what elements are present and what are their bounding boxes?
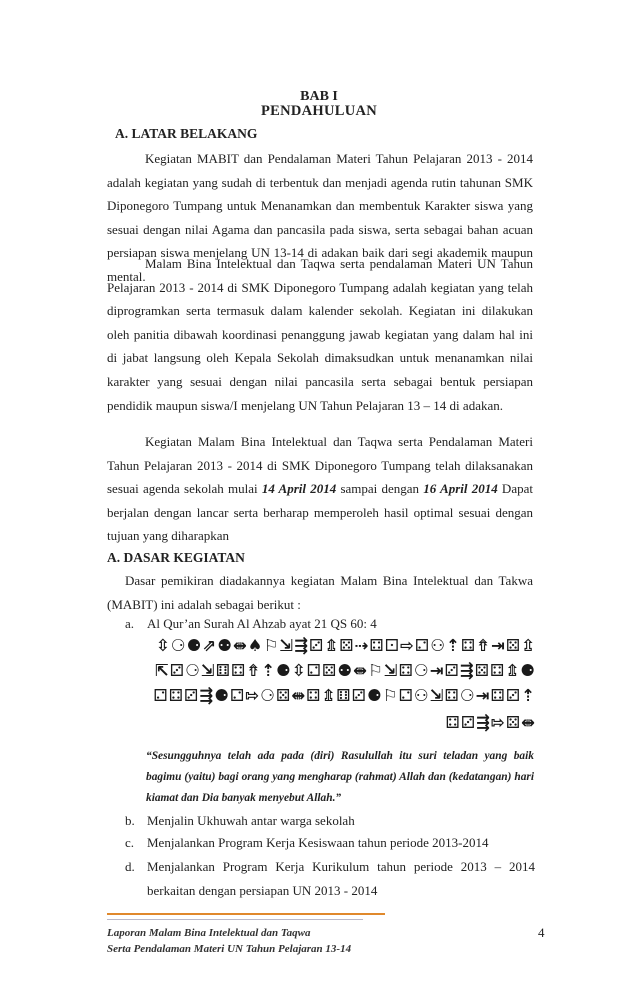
dasar-intro-text: Dasar pemikiran diadakannya kegiatan Malam Bina Intelektual dan Takwa (MABIT) ini adalah sebagai berikut :: [107, 573, 533, 612]
section-heading-dasar-kegiatan: A. DASAR KEGIATAN: [107, 550, 245, 565]
list-marker-b: b.: [125, 813, 135, 828]
end-date: 16 April 2014: [423, 481, 498, 497]
arabic-verse-line-2: ⇱⚂⚆⇲⚅⚃⇮⇡⚈⇳⚁⚄⚉⇼⚐⇲⚃⚆⇥⚂⇶⚄⚃⇭⚈: [154, 661, 536, 680]
verse-translation: “Sesungguhnya telah ada pada (diri) Rasulullah itu suri teladan yang baik bagimu (yaitu) bagi orang yang mengharap (rahmat) Allah dan (kedatangan) hari kiamat dan Dia banyak menyebut Allah.”: [146, 750, 534, 804]
chapter-title: PENDAHULUAN: [260, 103, 378, 119]
paragraph-3-text-c: Dapat berjalan dengan lancar serta berharap memperoleh hasil optimal sesuai dengan tujuan yang diharapkan: [107, 481, 533, 544]
footer-divider: [107, 913, 385, 915]
page-number: 4: [538, 925, 545, 940]
paragraph-1-text: Kegiatan MABIT dan Pendalaman Materi Tahun Pelajaran 2013 - 2014 adalah kegiatan yang sudah di terbentuk dan menjadi agenda rutin tahunan SMK Diponegoro Tumpang untuk Menanamkan dan membentuk Karakter siswa yang sesuai dengan nilai Agama dan pancasila pada siswa, serta sebagai bahan acuan persiapan siswa menjelang UN 13-14 di adakan baik dari segi akademik maupun mental.: [107, 151, 533, 284]
dasar-intro: [107, 569, 533, 616]
paragraph-2-text: Malam Bina Intelektual dan Taqwa serta pendalaman Materi UN Tahun Pelajaran 2013 - 2014 di SMK Diponegoro Tumpang adalah kegiatan yang telah diprogramkan serta termasuk dalam kalender sekolah. Kegiatan ini dilakukan oleh panitia dibawah koordinasi penanggung jawab kegiatan yang dalam hal ini di jabat langsung oleh Kepala Sekolah dimaksudkan untuk menanamkan nilai karakter yang sesuai dengan nilai pancasila serta sebagai bentuk persiapan pendidik maupun siswa/I menjelang UN Tahun Pelajaran 13 – 14 di adakan.: [107, 256, 533, 413]
paragraph-3-text-a: Kegiatan Malam Bina Intelektual dan Taqwa serta Pendalaman Materi Tahun Pelajaran 2013 - 2014 di SMK Diponegoro Tumpang telah dilaksanakan sesuai agenda sekolah mulai: [107, 434, 533, 497]
paragraph-3-text-b: sampai dengan: [336, 481, 424, 497]
list-marker-c: c.: [125, 835, 135, 850]
arabic-verse-line-3: ⚁⚃⚂⇶⚈⚁⇰⚆⚄⇼⚃⇭⚅⚂⚈⚐⚁⚇⇲⚃⚆⇥⚃⚂⇡: [153, 686, 536, 705]
footer-divider-secondary: [107, 919, 363, 920]
section-heading-latar-belakang: A. LATAR BELAKANG: [115, 126, 258, 141]
paragraph-3: [107, 430, 533, 548]
list-text-b: Menjalin Ukhuwah antar warga sekolah: [147, 813, 355, 828]
arabic-verse-line-4: ⚃⚂⇶⇰⚄⇼: [445, 713, 536, 732]
list-text-c: Menjalankan Program Kerja Kesiswaan tahun periode 2013-2014: [147, 835, 489, 850]
list-item-d: [125, 855, 535, 903]
footer-line-1: Laporan Malam Bina Intelektual dan Taqwa: [107, 927, 311, 939]
chapter-label: BAB I: [300, 89, 338, 104]
paragraph-2: [107, 252, 533, 417]
footer-line-2: Serta Pendalaman Materi UN Tahun Pelajaran 13-14: [107, 943, 352, 955]
list-text-a: Al Qur’an Surah Al Ahzab ayat 21 QS 60: 4: [147, 616, 377, 631]
list-text-d: Menjalankan Program Kerja Kurikulum tahun periode 2013 – 2014 berkaitan dengan persiapan UN 2013 - 2014: [147, 859, 535, 898]
arabic-verse-line-1: ⇳⚆⚈⇗⚉⇼♠⚐⇲⇶⚂⇭⚄⇢⚃⚀⇨⚁⚇⇡⚃⇮⇥⚄⇫: [155, 636, 536, 655]
start-date: 14 April 2014: [261, 481, 337, 497]
list-marker-d: d.: [125, 859, 135, 874]
list-marker-a: a.: [125, 616, 135, 631]
